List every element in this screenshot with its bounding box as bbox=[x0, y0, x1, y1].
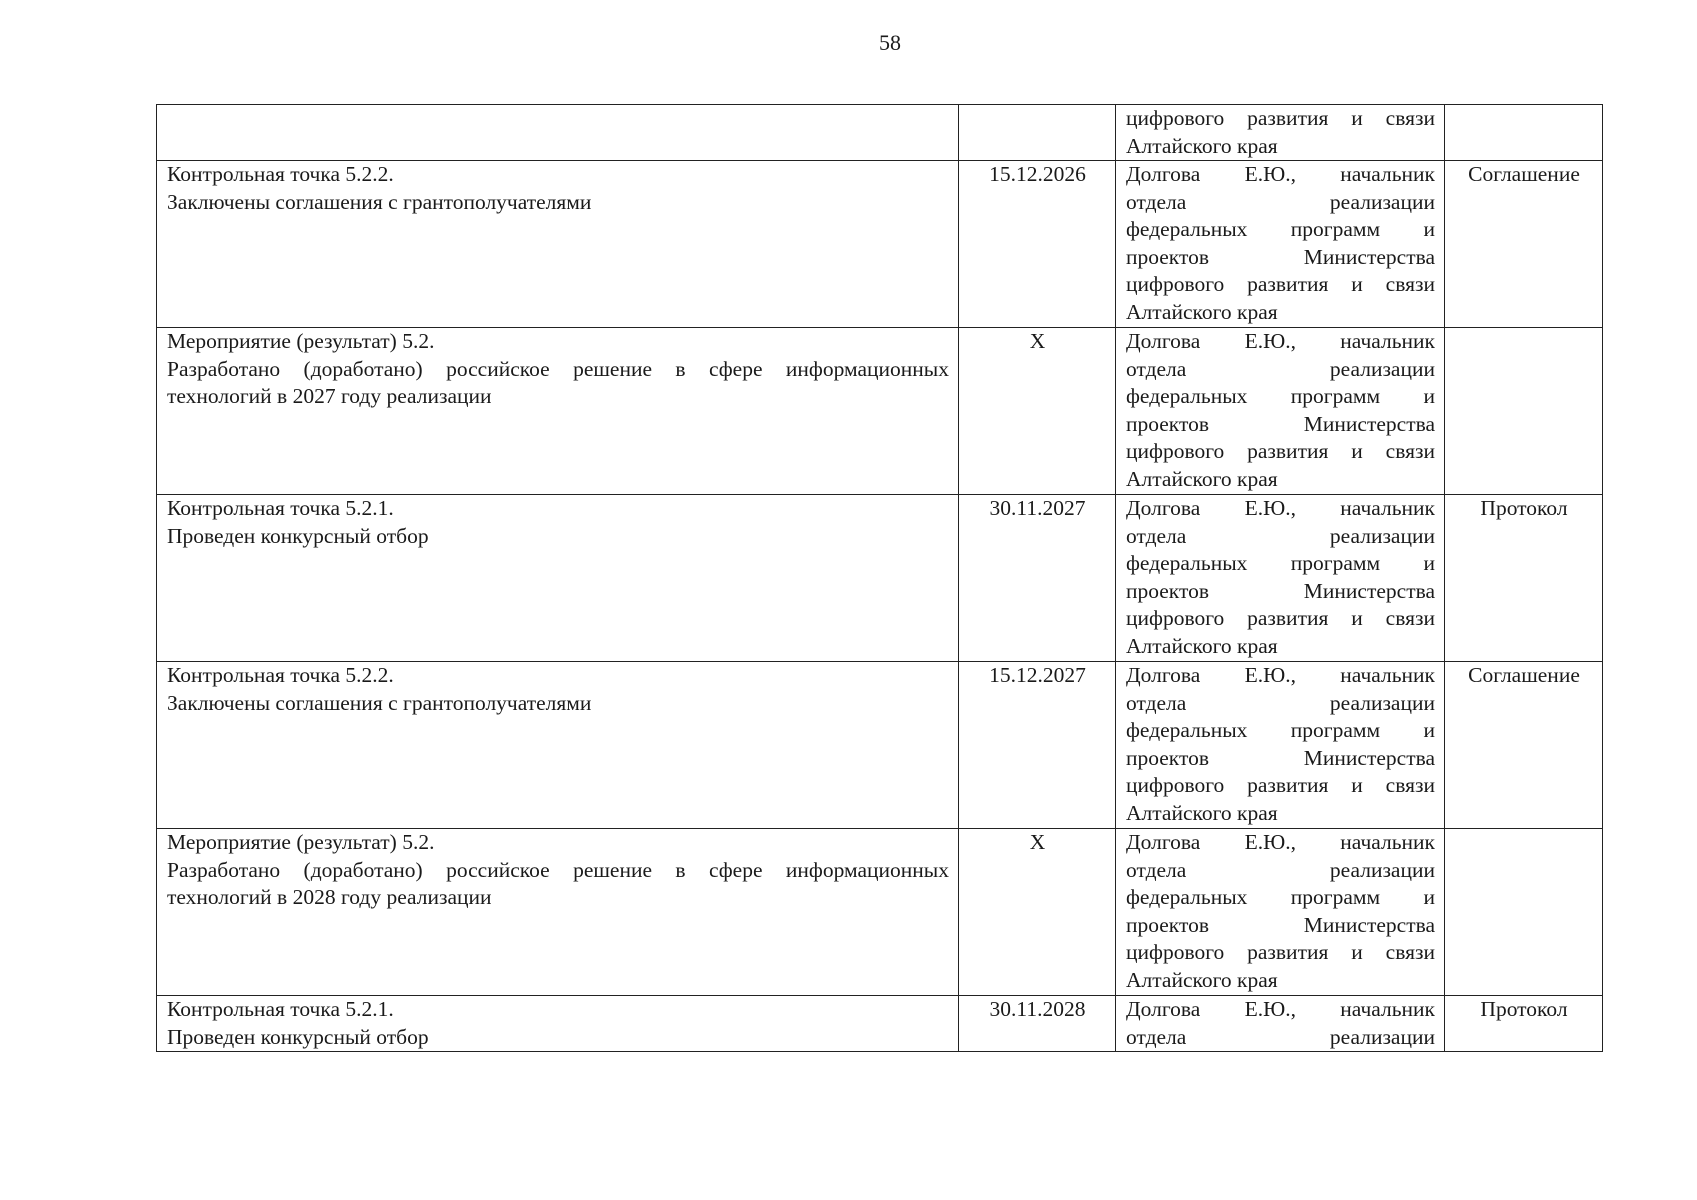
responsible-line: цифрового развития и связи bbox=[1126, 272, 1435, 296]
responsible-line: Алтайского края bbox=[1126, 633, 1278, 658]
table-row bbox=[157, 996, 1603, 1052]
task-title: Контрольная точка 5.2.1. bbox=[167, 997, 394, 1021]
task-title: Контрольная точка 5.2.2. bbox=[167, 162, 394, 186]
deadline-cell: 30.11.2028 bbox=[959, 996, 1116, 1052]
task-cell bbox=[157, 161, 959, 328]
responsible-cell bbox=[1116, 328, 1445, 495]
task-title: Контрольная точка 5.2.1. bbox=[167, 496, 394, 520]
table-row bbox=[157, 662, 1603, 829]
responsible-line: Алтайского края bbox=[1126, 967, 1278, 992]
responsible-line: федеральных программ и bbox=[1126, 384, 1435, 408]
task-cell bbox=[157, 662, 959, 829]
responsible-line: федеральных программ и bbox=[1126, 217, 1435, 241]
responsible-line: Алтайского края bbox=[1126, 133, 1278, 158]
responsible-line: Долгова Е.Ю., начальник bbox=[1126, 663, 1435, 687]
document-type-cell: Соглашение bbox=[1445, 662, 1603, 829]
responsible-line: Долгова Е.Ю., начальник bbox=[1126, 329, 1435, 353]
responsible-line: проектов Министерства bbox=[1126, 411, 1435, 436]
responsible-line: цифрового развития и связи bbox=[1126, 606, 1435, 630]
responsible-cell bbox=[1116, 829, 1445, 996]
document-type-cell bbox=[1445, 105, 1603, 161]
table-row bbox=[157, 105, 1603, 161]
deadline-cell: 15.12.2026 bbox=[959, 161, 1116, 328]
responsible-line: Долгова Е.Ю., начальник bbox=[1126, 997, 1435, 1021]
schedule-table bbox=[156, 104, 1603, 1052]
table-row bbox=[157, 161, 1603, 328]
responsible-line: цифрового развития и связи bbox=[1126, 940, 1435, 964]
responsible-line: отдела реализации bbox=[1126, 189, 1435, 214]
task-cell bbox=[157, 996, 959, 1052]
task-title: Мероприятие (результат) 5.2. bbox=[167, 329, 435, 353]
document-type-cell: Соглашение bbox=[1445, 161, 1603, 328]
document-type-cell: Протокол bbox=[1445, 996, 1603, 1052]
task-description: Заключены соглашения с грантополучателями bbox=[167, 690, 592, 715]
responsible-line: цифрового развития и связи bbox=[1126, 106, 1435, 130]
responsible-line: федеральных программ и bbox=[1126, 551, 1435, 575]
task-cell bbox=[157, 328, 959, 495]
table-row bbox=[157, 829, 1603, 996]
task-description: Разработано (доработано) российское решение в сфере информационных технологий в 2027 году реализации bbox=[167, 356, 949, 408]
responsible-line: федеральных программ и bbox=[1126, 718, 1435, 742]
table-row bbox=[157, 328, 1603, 495]
responsible-line: цифрового развития и связи bbox=[1126, 773, 1435, 797]
responsible-cell bbox=[1116, 161, 1445, 328]
responsible-cell bbox=[1116, 105, 1445, 161]
responsible-line: Алтайского края bbox=[1126, 466, 1278, 491]
responsible-line: федеральных программ и bbox=[1126, 885, 1435, 909]
responsible-line: проектов Министерства bbox=[1126, 578, 1435, 603]
responsible-cell bbox=[1116, 495, 1445, 662]
deadline-cell bbox=[959, 105, 1116, 161]
deadline-cell: 15.12.2027 bbox=[959, 662, 1116, 829]
responsible-line: Долгова Е.Ю., начальник bbox=[1126, 830, 1435, 854]
responsible-line: Алтайского края bbox=[1126, 299, 1278, 324]
table-row bbox=[157, 495, 1603, 662]
responsible-cell bbox=[1116, 996, 1445, 1052]
responsible-line: проектов Министерства bbox=[1126, 244, 1435, 269]
task-description: Разработано (доработано) российское решение в сфере информационных технологий в 2028 году реализации bbox=[167, 857, 949, 909]
responsible-line: отдела реализации bbox=[1126, 523, 1435, 548]
page-number: 58 bbox=[879, 30, 901, 55]
task-description: Заключены соглашения с грантополучателями bbox=[167, 189, 592, 214]
responsible-line: Долгова Е.Ю., начальник bbox=[1126, 162, 1435, 186]
responsible-cell bbox=[1116, 662, 1445, 829]
task-cell bbox=[157, 829, 959, 996]
responsible-line: отдела реализации bbox=[1126, 1024, 1435, 1049]
deadline-cell: X bbox=[959, 328, 1116, 495]
schedule-table-body bbox=[157, 105, 1603, 1052]
document-type-cell: Протокол bbox=[1445, 495, 1603, 662]
task-cell bbox=[157, 105, 959, 161]
task-title: Контрольная точка 5.2.2. bbox=[167, 663, 394, 687]
deadline-cell: X bbox=[959, 829, 1116, 996]
document-type-cell bbox=[1445, 328, 1603, 495]
task-description: Проведен конкурсный отбор bbox=[167, 523, 429, 548]
responsible-line: отдела реализации bbox=[1126, 356, 1435, 381]
responsible-line: проектов Министерства bbox=[1126, 745, 1435, 770]
responsible-line: цифрового развития и связи bbox=[1126, 439, 1435, 463]
responsible-line: отдела реализации bbox=[1126, 857, 1435, 882]
task-title: Мероприятие (результат) 5.2. bbox=[167, 830, 435, 854]
responsible-line: Долгова Е.Ю., начальник bbox=[1126, 496, 1435, 520]
responsible-line: проектов Министерства bbox=[1126, 912, 1435, 937]
document-type-cell bbox=[1445, 829, 1603, 996]
deadline-cell: 30.11.2027 bbox=[959, 495, 1116, 662]
responsible-line: Алтайского края bbox=[1126, 800, 1278, 825]
task-description: Проведен конкурсный отбор bbox=[167, 1024, 429, 1049]
task-cell bbox=[157, 495, 959, 662]
responsible-line: отдела реализации bbox=[1126, 690, 1435, 715]
